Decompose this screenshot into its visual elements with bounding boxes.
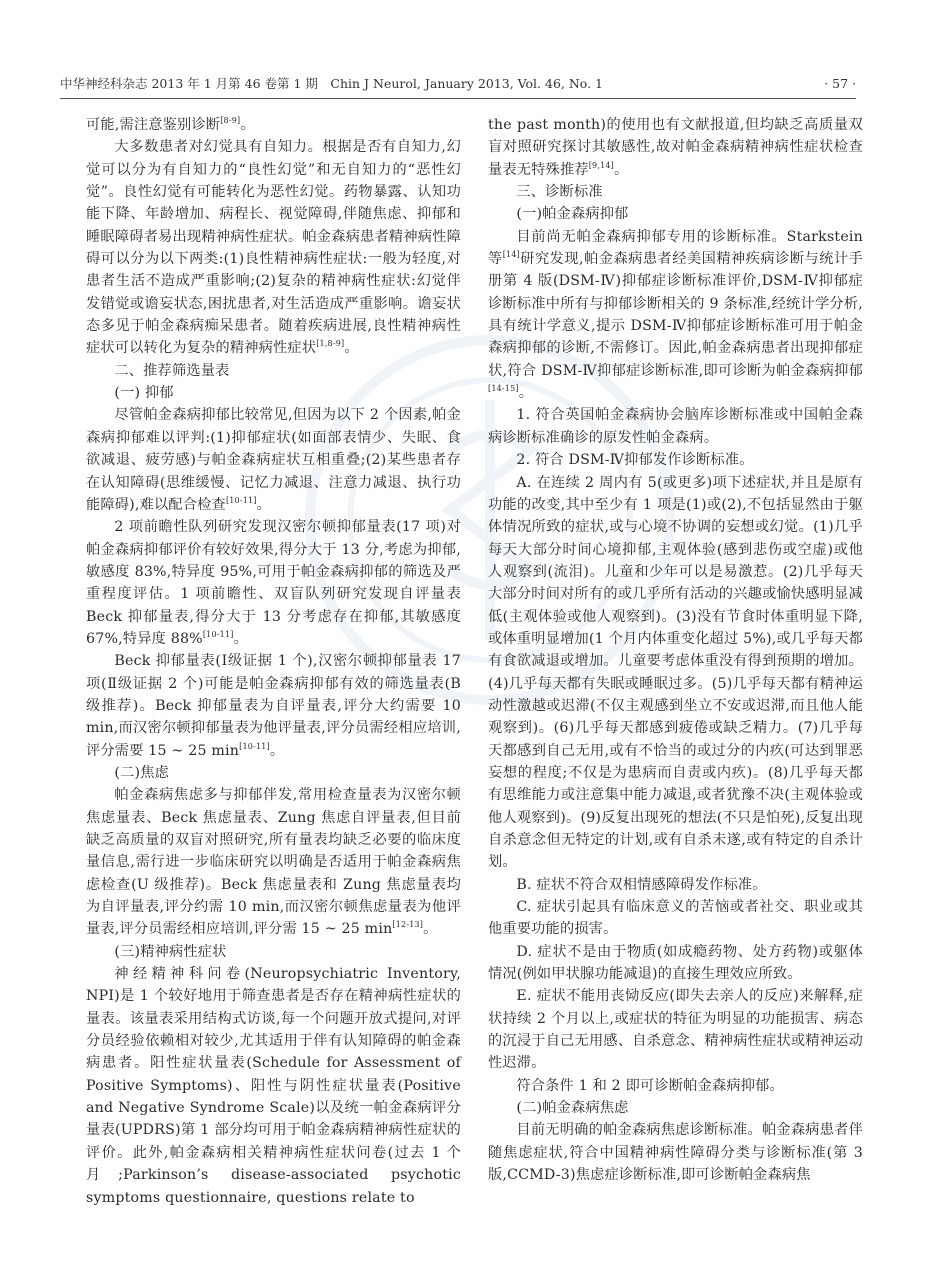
journal-citation-line: 中华神经科杂志 2013 年 1 月第 46 卷第 1 期 Chin J Neurol, January 2013, Vol. 46, No. 1 — [60, 76, 603, 91]
paragraph — [86, 963, 461, 1209]
section-heading — [488, 203, 863, 225]
paragraph — [488, 985, 863, 1074]
paragraph-text: 尽管帕金森病抑郁比较常见,但因为以下 2 个因素,帕金森病抑郁难以评判:(1)抑郁症状(如面部表情少、失眠、食欲减退、疲劳感)与帕金森病症状互相重叠;(2)某些患者存在认知障碍(思维缓慢、记忆力减退、注意力减退、执行功能障碍),难以配合检查 — [86, 407, 461, 513]
paragraph — [86, 136, 461, 359]
paragraph-text: 2 项前瞻性队列研究发现汉密尔顿抑郁量表(17 项)对帕金森病抑郁评价有较好效果,得分大于 13 分,考虑为抑郁,敏感度 83%,特异度 95%,可用于帕金森病抑郁的筛选及严重程度评估。1 项前瞻性、双盲队列研究发现自评量表 Beck 抑郁量表,得分大于 13 分考虑存在抑郁,其敏感度 67%,特异度 88% — [86, 519, 461, 647]
paragraph-text: 目前无明确的帕金森病焦虑诊断标准。帕金森病患者伴随焦虑症状,符合中国精神病性障碍分类与诊断标准(第 3 版,CCMD-3)焦虑症诊断标准,即可诊断帕金森病焦 — [488, 1122, 863, 1184]
paragraph-continuation — [488, 114, 863, 181]
paragraph-text: 三、诊断标准 — [516, 184, 603, 201]
paragraph-text: the past month)的使用也有文献报道,但均缺乏高质量双盲对照研究探讨其敏感性,故对帕金森病精神病性症状检查量表无特殊推荐 — [488, 117, 863, 178]
citation-ref: [14] — [502, 250, 520, 260]
section-heading — [86, 382, 461, 404]
paragraph-text: 可能,需注意鉴别诊断 — [86, 117, 221, 133]
paragraph-text-after: 。 — [518, 385, 534, 402]
page-number: · 57 · — [824, 76, 856, 91]
paragraph-text: 大多数患者对幻觉具有自知力。根据是否有自知力,幻觉可以分为有自知力的“良性幻觉”和无自知力的“恶性幻觉”。良性幻觉有可能转化为恶性幻觉。药物暴露、认知功能下降、年龄增加、病程长、视觉障碍,伴随焦虑、抑郁和睡眠障碍者易出现精神病性症状。帕金森病患者精神病性障碍可以分为以下两类:(1)良性精神病性症状:一般为轻度,对患者生活不造成严重影响;(2)复杂的精神病性症状:幻觉伴发错觉或谵妄状态,困扰患者,对生活造成严重影响。谵妄状态多见于帕金森病痴呆患者。随着疾病进展,良性精神病性症状可以转化为复杂的精神病性症状 — [86, 139, 461, 357]
paragraph-text: E. 症状不能用丧恸反应(即失去亲人的反应)来解释,症状持续 2 个月以上,或症状的特征为明显的功能损害、病态的沉浸于自己无用感、自杀意念、精神病性症状或精神运动性迟滞。 — [488, 988, 863, 1072]
paragraph — [488, 896, 863, 941]
citation-ref: [10-11] — [239, 741, 270, 751]
paragraph — [488, 1075, 863, 1097]
paragraph — [488, 404, 863, 449]
paragraph-text-after: 。 — [256, 496, 272, 513]
paragraph-text: 2. 符合 DSM-Ⅳ抑郁发作诊断标准。 — [516, 452, 754, 469]
paragraph-text-after: 研究发现,帕金森病患者经美国精神疾病诊断与统计手册第 4 版(DSM-Ⅳ)抑郁症诊断标准评价,DSM-Ⅳ抑郁症诊断标准中所有与抑郁诊断相关的 9 条标准,经统计学分析,具有统计学意义,提示 DSM-Ⅳ抑郁症诊断标准可用于帕金森病抑郁的诊断,不需修订。因此,帕金森病患者出现抑郁症状,符合 DSM-Ⅳ抑郁症诊断标准,即可诊断为帕金森病抑郁 — [488, 251, 864, 379]
paragraph-text: D. 症状不是由于物质(如成瘾药物、处方药物)或躯体情况(例如甲状腺功能减退)的直接生理效应所致。 — [488, 943, 863, 983]
paragraph-text: 帕金森病焦虑多与抑郁伴发,常用检查量表为汉密尔顿焦虑量表、Beck 焦虑量表、Zung 焦虑自评量表,但目前缺乏高质量的双盲对照研究,所有量表均缺乏必要的临床度量信息,需行进一步临床研究以明确是否适用于帕金森病焦虑检查(U 级推荐)。Beck 焦虑量表和 Zung 焦虑量表均为自评量表,评分约需 10 min,而汉密尔顿焦虑量表为他评量表,评分员需经相应培训,评分需 15 ~ 25 min — [86, 787, 461, 938]
citation-ref: [12-13] — [392, 920, 424, 930]
paragraph-text-after: 。 — [423, 921, 438, 938]
paragraph — [488, 226, 863, 405]
citation-ref: [9,14] — [588, 160, 614, 170]
paragraph — [86, 784, 461, 940]
paragraph-text: B. 症状不符合双相情感障碍发作标准。 — [516, 876, 767, 893]
paragraph-text: (三)精神病性症状 — [114, 943, 227, 960]
paragraph — [488, 941, 863, 986]
section-heading — [86, 762, 461, 784]
section-heading — [86, 360, 461, 382]
section-heading — [488, 181, 863, 203]
paragraph-text: (一) 抑郁 — [114, 385, 174, 402]
paragraph-text: 目前尚无帕金森病抑郁专用的诊断标准。Starkstein 等 — [488, 228, 863, 268]
paragraph-text-after: 。 — [613, 161, 629, 178]
right-column — [488, 114, 863, 1187]
citation-ref: [10-11] — [202, 629, 234, 639]
header-rule — [60, 98, 856, 99]
paragraph — [488, 1119, 863, 1186]
paragraph-text: A. 在连续 2 周内有 5(或更多)项下述症状,并且是原有功能的改变,其中至少有 1 项是(1)或(2),不包括显然由于躯体情况所致的症状,或与心境不协调的妄想或幻觉。(1)几乎每天大部分时间心境抑郁,主观体验(感到悲伤或空虚)或他人观察到(流泪)。儿童和少年可以是易激惹。(2)几乎每天大部分时间对所有的或几乎所有活动的兴趣或愉快感明显减低(主观体验或他人观察到)。(3)没有节食时体重明显下降,或体重明显增加(1 个月内体重变化超过 5%),或几乎每天都有食欲减退或增加。儿童要考虑体重没有得到预期的增加。(4)几乎每天都有失眠或睡眠过多。(5)几乎每天都有精神运动性激越或迟滞(不仅主观感到坐立不安或迟滞,而且他人能观察到)。(6)几乎每天都感到疲倦或缺乏精力。(7)几乎每天都感到自己无用,或有不恰当的或过分的内疚(可达到罪恶妄想的程度;不仅是为患病而自责或内疚)。(8)几乎每天都有思维能力或注意集中能力减退,或者犹豫不决(主观体验或他人观察到)。(9)反复出现死的想法(不只是怕死),反复出现自杀意念但无特定的计划,或有自杀未遂,或有特定的自杀计划。 — [488, 474, 863, 871]
running-header — [60, 74, 856, 94]
paragraph-text: 二、推荐筛选量表 — [114, 362, 230, 379]
paragraph — [488, 472, 863, 874]
paragraph — [488, 874, 863, 896]
paragraph-text-after: 。 — [269, 742, 285, 759]
paragraph — [86, 404, 461, 516]
paragraph-text-after: 。 — [240, 117, 255, 133]
citation-ref: [8-9] — [220, 116, 241, 125]
paragraph-text: 神经精神科问卷(Neuropsychiatric Inventory, NPI)是 1 个较好地用于筛查患者是否存在精神病性症状的量表。该量表采用结构式访谈,每一个问题开放式提问,对评分员经验依赖相对较少,尤其适用于伴有认知障碍的帕金森病患者。阳性症状量表(Schedule for Assessment of Positive Symptoms)、阳性与阴性症状量表(Positive and Negative Syndrome Scale)以及统一帕金森病评分量表(UPDRS)第 1 部分均可用于帕金森病精神病性症状的评价。此外,帕金森病相关精神病性症状问卷(过去 1 个月;Parkinson’s disease-associated psychotic symptoms questionnaire, questions relate to — [86, 966, 461, 1206]
citation-ref: [1,8-9] — [316, 339, 345, 349]
paragraph — [488, 449, 863, 471]
paragraph-text-after: 。 — [233, 630, 248, 647]
left-column — [86, 114, 461, 1209]
section-heading — [86, 941, 461, 963]
paragraph-text-after: 。 — [344, 340, 359, 357]
paragraph-text: 1. 符合英国帕金森病协会脑库诊断标准或中国帕金森病诊断标准确诊的原发性帕金森病。 — [488, 407, 863, 446]
citation-ref: [10-11] — [225, 495, 257, 505]
paragraph — [86, 650, 461, 762]
citation-ref: [14-15] — [488, 384, 519, 394]
paragraph-text: Beck 抑郁量表(Ⅰ级证据 1 个),汉密尔顿抑郁量表 17 项(Ⅱ级证据 2 个)可能是帕金森病抑郁有效的筛选量表(B 级推荐)。Beck 抑郁量表为自评量表,评分大约需要 10 min,而汉密尔顿抑郁量表为他评量表,评分员需经相应培训,评分需要 15 ~ 25 min — [86, 653, 461, 759]
paragraph-text: 符合条件 1 和 2 即可诊断帕金森病抑郁。 — [516, 1077, 784, 1094]
paragraph-continuation — [86, 114, 461, 136]
paragraph-text: (一)帕金森病抑郁 — [516, 206, 629, 223]
paragraph-text: (二)帕金森病焦虑 — [516, 1100, 629, 1117]
section-heading — [488, 1097, 863, 1119]
paragraph — [86, 516, 461, 650]
paragraph-text: C. 症状引起具有临床意义的苦恼或者社交、职业或其他重要功能的损害。 — [488, 899, 863, 938]
paragraph-text: (二)焦虑 — [114, 764, 170, 781]
